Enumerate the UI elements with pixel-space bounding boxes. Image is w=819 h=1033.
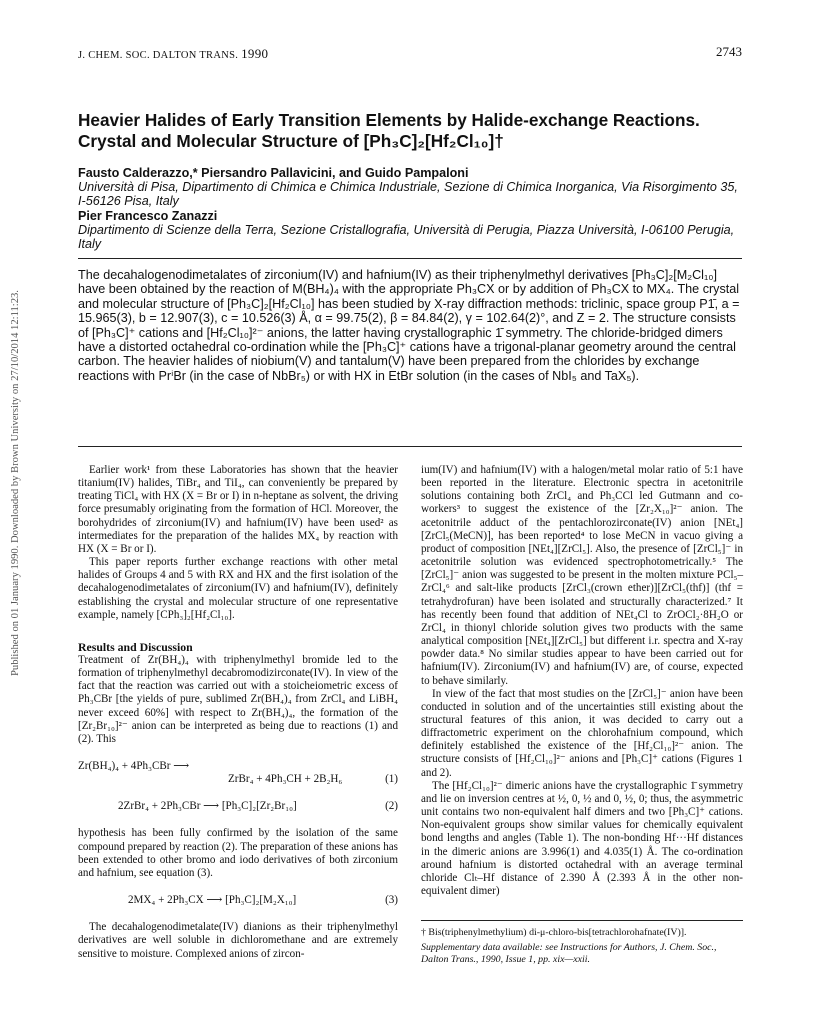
footnote-supplementary: Supplementary data available: see Instructions for Authors, J. Chem. Soc., Dalton Trans., 1990, Issue 1, pp. xix—xxii. [421, 942, 717, 966]
journal-year: 1990 [241, 46, 269, 61]
equation-1 [78, 760, 398, 786]
equation-2 [78, 800, 398, 813]
equation-1-number: (1) [385, 773, 398, 786]
right-column [421, 464, 743, 898]
running-header [78, 46, 268, 62]
equation-1-rhs-row [78, 773, 398, 786]
equation-3-text: 2MX₄ + 2Ph₃CX ⟶ [Ph₃C]₂[M₂X₁₀] [128, 894, 297, 907]
article-title [78, 110, 748, 152]
left-column [78, 464, 398, 961]
equation-2-number: (2) [385, 800, 398, 813]
authors-group-2: Pier Francesco Zanazzi [78, 208, 218, 223]
author-block [78, 166, 748, 251]
abstract-top-rule [78, 258, 742, 259]
equation-3 [78, 894, 398, 907]
title-line-1: Heavier Halides of Early Transition Elements by Halide-exchange Reactions. [78, 110, 700, 130]
results-paragraph-3: The decahalogenodimetalate(IV) dianions as their triphenylmethyl derivatives are well soluble in dichloromethane and are extremely sensitive to moisture. Complexed anions of zircon- [78, 921, 398, 960]
footnote-rule [421, 920, 743, 921]
section-heading: Results and Discussion [78, 639, 193, 654]
affiliation-2: Dipartimento di Scienze della Terra, Sezione Cristallografia, Università di Perugia, Piazza Università, I-06100 Perugia, Italy [78, 222, 735, 252]
equation-2-text: 2ZrBr₄ + 2Ph₃CBr ⟶ [Ph₃C]₂[Zr₂Br₁₀] [118, 800, 297, 813]
right-paragraph-1: ium(IV) and hafnium(IV) with a halogen/metal molar ratio of 5:1 have been reported in the literature. Electronic spectra in acetonitrile solutions containing both ZrCl₄ and Ph₃CCl led Gutmann and co-workers³ to suggest the existence of the [Zr₂X₁₀]²⁻ anion. The acetonitrile adduct of the pentachlorozirconate(IV) anion [NEt₄][ZrCl₅(MeCN)], has been reported⁴ to lose MeCN in vacuo giving a product of composition [NEt₄][ZrCl₅]. Also, the presence of [ZrCl₅]⁻ in acetonitrile solution was evidenced spectrophotometrically.⁵ The [ZrCl₅]⁻ anion was suggested to be present in the molten mixture PCl₅–ZrCl₄⁶ and salt-like products [ZrCl₃(crown ether)][ZrCl₅(thf)] (thf = tetrahydrofuran) have been isolated and structurally characterized.⁷ It has recently been found that addition of NEt₄Cl to ZrOCl₂·8H₂O or ZrCl₄ in thionyl chloride solution gives two products with the same analytical composition [NEt₄][ZrCl₅] but different i.r. spectra and X-ray powder data.⁸ No similar studies appear to have been carried out for hafnium(IV). Zirconium(IV) and hafnium(IV) are, of course, expected to behave similarly. [421, 464, 743, 687]
download-notice: Published on 01 January 1990. Downloaded by Brown University on 27/10/2014 12:11:23. [10, 290, 21, 676]
abstract-bottom-rule [78, 446, 742, 447]
abstract: The decahalogenodimetalates of zirconium(IV) and hafnium(IV) as their triphenylmethyl derivatives [Ph₃C]₂[M₂Cl₁₀] have been obtained by the reaction of M(BH₄)₄ with the appropriate Ph₃CX or by addition of Ph₃CX to MX₄. The crystal and molecular structure of [Ph₃C]₂[Hf₂Cl₁₀] has been studied by X-ray diffraction methods: triclinic, space group P1̄, a = 15.965(3), b = 12.907(3), c = 10.526(3) Å, α = 99.75(2), β = 84.84(2), γ = 102.64(2)°, and Z = 2. The structure consists of [Ph₃C]⁺ cations and [Hf₂Cl₁₀]²⁻ anions, the latter having crystallographic 1̄ symmetry. The chloride-bridged dimers have a distorted octahedral co-ordination while the [Ph₃C]⁺ cations have a trigonal-planar geometry around the central carbon. The heavier halides of niobium(V) and tantalum(V) have been prepared from the chlorides by exchange reactions with PrⁱBr (in the case of NbBr₅) or with HX in EtBr solution (in the cases of NbI₅ and TaX₅). [78, 268, 740, 383]
journal-name: J. CHEM. SOC. DALTON TRANS. [78, 50, 239, 61]
equation-1-rhs: ZrBr₄ + 4Ph₃CH + 2B₂H₆ [228, 773, 343, 786]
results-paragraph-1: Treatment of Zr(BH₄)₄ with triphenylmethyl bromide led to the formation of triphenylmethyl decabromodizirconate(IV). In view of the fact that the reaction was carried out with a stoicheiometric excess of Ph₃CBr [the yields of pure, sublimed Zr(BH₄)₄ from ZrCl₄ and LiBH₄ never exceed 60%] with respect to Zr(BH₄)₄, the formation of the [Zr₂Br₁₀]²⁻ anion can be interpreted as being due to reactions (1) and (2). This [78, 653, 398, 745]
footnotes [421, 927, 743, 970]
footnote-dagger: † Bis(triphenylmethylium) di-μ-chloro-bis[tetrachlorohafnate(IV)]. [421, 927, 687, 938]
intro-paragraph-1: Earlier work¹ from these Laboratories has shown that the heavier titanium(IV) halides, TiBr₄ and TiI₄, can conveniently be prepared by treating TiCl₄ with HX (X = Br or I) in n-heptane as solvent, the driving force presumably originating from the formation of HCl. Moreover, the borohydrides of zirconium(IV) and hafnium(IV) have been used² as intermediates for the preparation of the halides MX₄ by reaction with HX (X = Br or I). [78, 464, 398, 555]
right-paragraph-3: The [Hf₂Cl₁₀]²⁻ dimeric anions have the crystallographic 1̄ symmetry and lie on inversion centres at ½, 0, ½ and 0, ½, 0; thus, the asymmetric unit contains two non-equivalent half dimers and two [Ph₃C]⁺ cations. Non-equivalent groups show similar values for chemically equivalent bond lengths and angles (Table 1). The non-bonding Hf···Hf distances in the dimeric anions are 3.996(1) and 4.035(1) Å. The co-ordination around hafnium is distorted octahedral with an average terminal chloride Clₜ–Hf distance of 2.390 Å (2.393 Å in the other non-equivalent dimer) [421, 779, 743, 897]
intro-paragraph-2: This paper reports further exchange reactions with other metal halides of Groups 4 and 5 with RX and HX and the first isolation of the decahalogenodimetalates of zirconium(IV) and hafnium(IV), definitely establishing the crystal and molecular structure of one representative example, namely [CPh₃]₂[Hf₂Cl₁₀]. [78, 556, 398, 621]
right-paragraph-2: In view of the fact that most studies on the [ZrCl₅]⁻ anion have been conducted in solution and of the uncertainties still existing about the structural features of this anion, it was decided to carry out a diffractometric experiment on the chlorohafnium compound, which definitely established the existence of the [Hf₂Cl₁₀]²⁻ anion. The structure consists of [Hf₂Cl₁₀]²⁻ anions and [Ph₃C]⁺ cations (Figures 1 and 2). [421, 687, 743, 779]
download-watermark [0, 0, 20, 1033]
equation-1-lhs: Zr(BH₄)₄ + 4Ph₃CBr ⟶ [78, 759, 190, 772]
results-paragraph-2: hypothesis has been fully confirmed by the isolation of the same compound prepared by reaction (2). The preparation of these anions has been extended to other bromo and iodo derivatives of both zirconium and hafnium, see equation (3). [78, 827, 398, 879]
authors-group-1: Fausto Calderazzo,* Piersandro Pallavicini, and Guido Pampaloni [78, 166, 469, 180]
page-number: 2743 [716, 44, 742, 59]
equation-3-number: (3) [385, 894, 398, 907]
affiliation-1: Università di Pisa, Dipartimento di Chimica e Chimica Industriale, Sezione di Chimica Inorganica, Via Risorgimento 35, I-56126 Pisa, Italy [78, 180, 738, 209]
title-line-2: Crystal and Molecular Structure of [Ph₃C]₂[Hf₂Cl₁₀]† [78, 131, 504, 151]
